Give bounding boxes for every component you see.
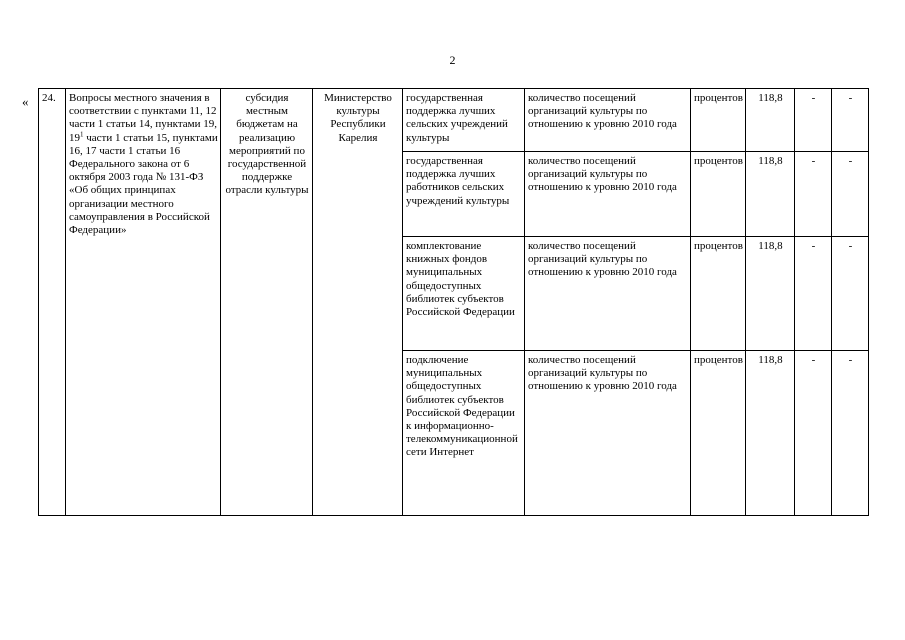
ministry-cell: Министерство культуры Республики Карелия — [313, 89, 403, 516]
col-a-cell: - — [794, 89, 831, 152]
question-cell: Вопросы местного значения в соответствии с пунктами 11, 12 части 1 статьи 14, пунктами 19, $19^1$ части 1 статьи 15, пунктами 16, 17 части 1 статьи 16 Федерального закона от 6 октября 2003 года № 131-ФЗ «Об общих принципах организации местного самоуправления в Российской Федерации» — [66, 89, 221, 516]
unit-cell: процентов — [691, 152, 746, 237]
col-b-cell: - — [831, 237, 868, 351]
value-cell: 118,8 — [745, 89, 794, 152]
measure-cell: государственная поддержка лучших сельских учреждений культуры — [403, 89, 525, 152]
subsidy-cell: субсидия местным бюджетам на реализацию мероприятий по государственной поддержке отрасли культуры — [221, 89, 313, 516]
page-number: 2 — [449, 53, 456, 67]
indicator-cell: количество посещений организаций культуры по отношению к уровню 2010 года — [525, 351, 691, 516]
value-cell: 118,8 — [745, 237, 794, 351]
col-b-cell: - — [831, 351, 868, 516]
col-a-cell: - — [794, 237, 831, 351]
opening-quote-mark: « — [22, 94, 29, 109]
col-b-cell: - — [831, 152, 868, 237]
row-number: 24. — [39, 89, 66, 516]
measure-cell: комплектование книжных фондов муниципальных общедоступных библиотек субъектов Российской Федерации — [403, 237, 525, 351]
table-row — [39, 89, 869, 152]
measure-cell: государственная поддержка лучших работников сельских учреждений культуры — [403, 152, 525, 237]
unit-cell: процентов — [691, 351, 746, 516]
program-table — [38, 88, 869, 516]
col-b-cell: - — [831, 89, 868, 152]
indicator-cell: количество посещений организаций культуры по отношению к уровню 2010 года — [525, 152, 691, 237]
value-cell: 118,8 — [745, 152, 794, 237]
col-a-cell: - — [794, 351, 831, 516]
measure-cell: подключение муниципальных общедоступных библиотек субъектов Российской Федерации к информационно-телекоммуникационной сети Интернет — [403, 351, 525, 516]
col-a-cell: - — [794, 152, 831, 237]
value-cell: 118,8 — [745, 351, 794, 516]
unit-cell: процентов — [691, 89, 746, 152]
unit-cell: процентов — [691, 237, 746, 351]
indicator-cell: количество посещений организаций культуры по отношению к уровню 2010 года — [525, 237, 691, 351]
indicator-cell: количество посещений организаций культуры по отношению к уровню 2010 года — [525, 89, 691, 152]
